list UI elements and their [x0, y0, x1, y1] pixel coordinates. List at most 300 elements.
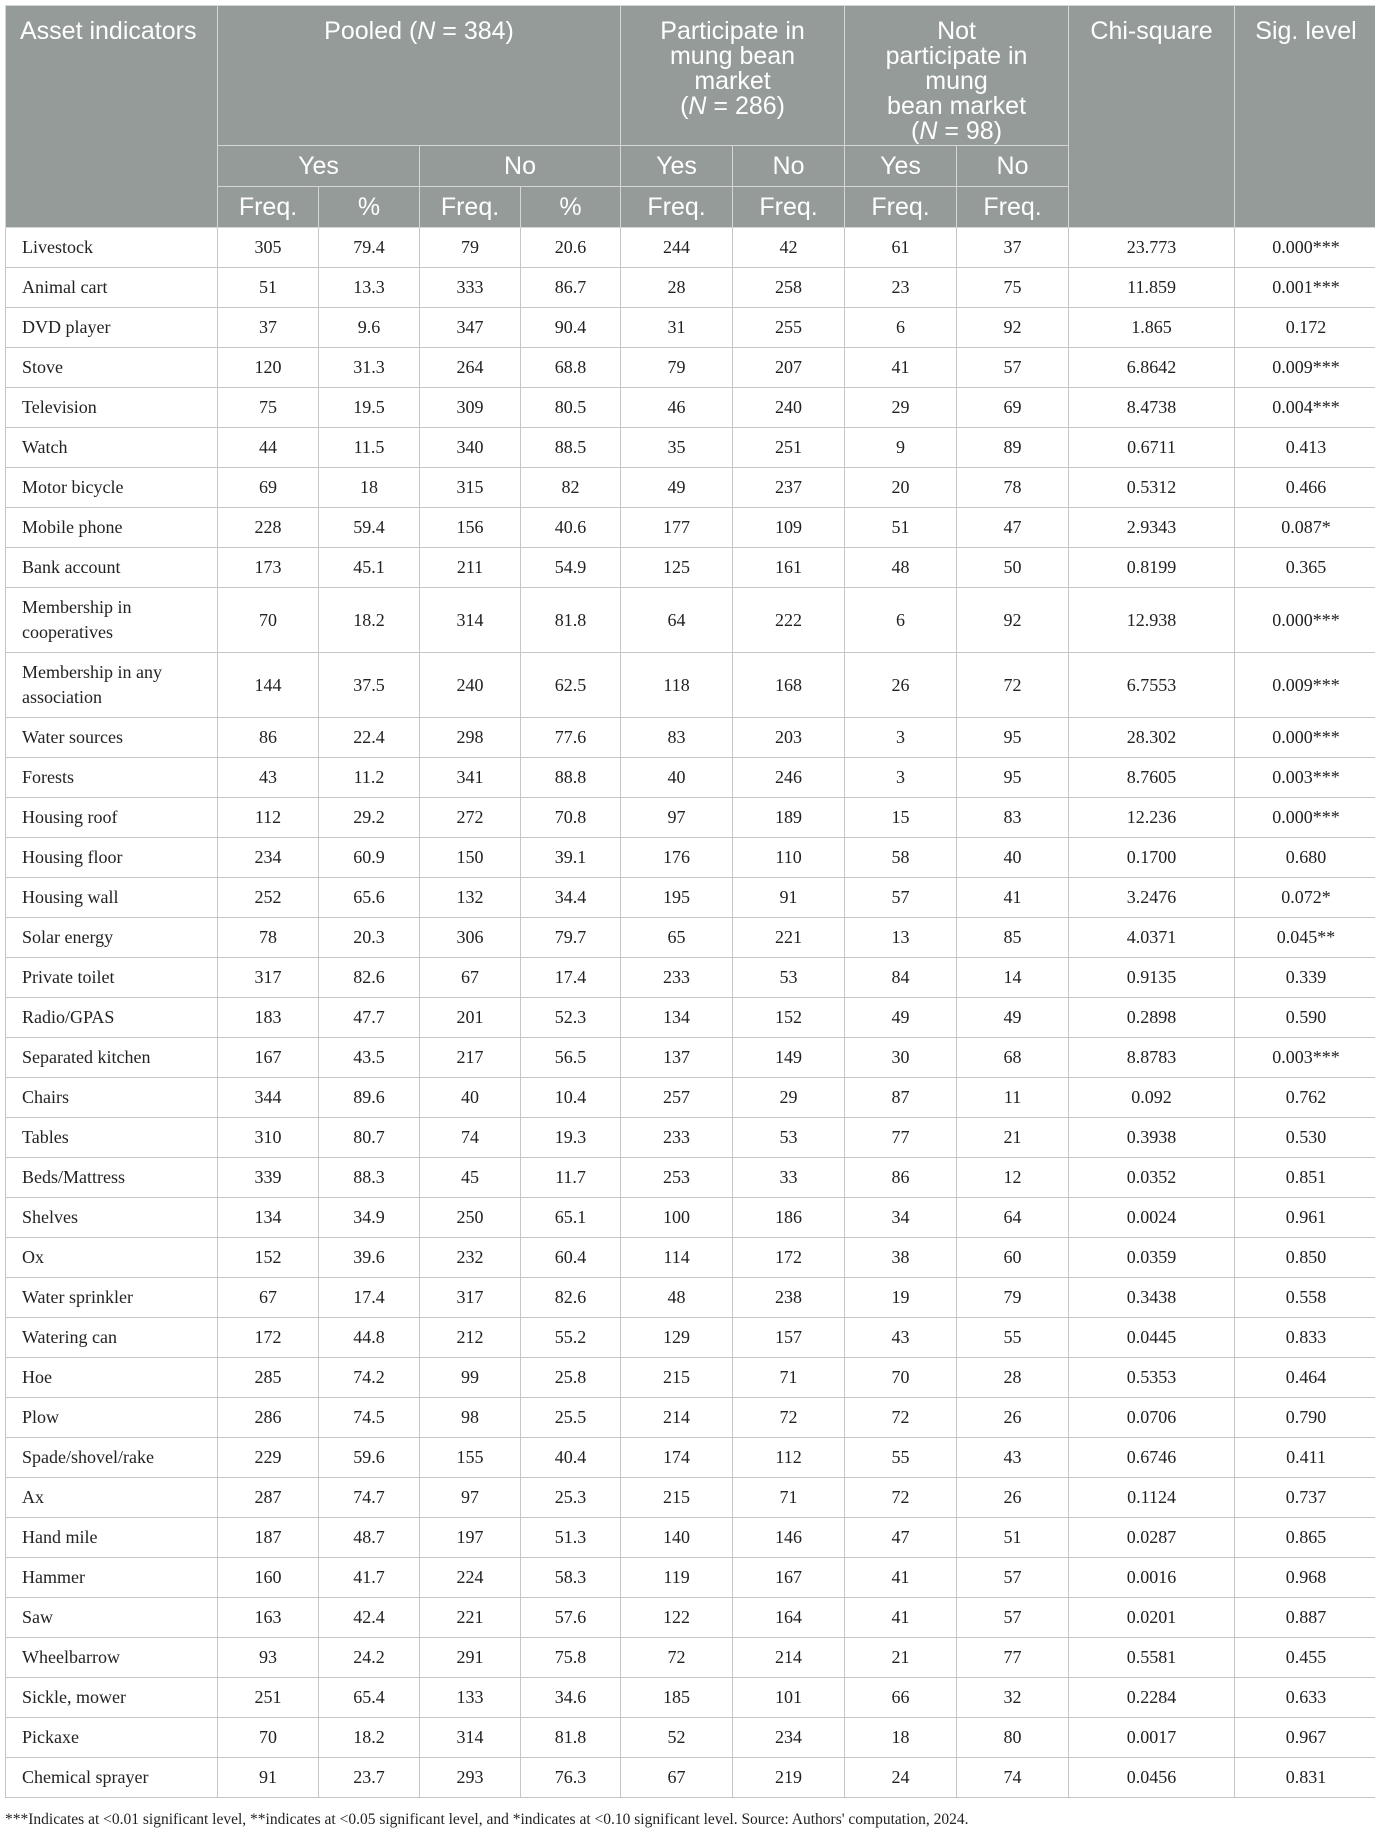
cell-participate-yes-freq: 118	[621, 653, 733, 718]
cell-participate-no-freq: 146	[733, 1518, 845, 1558]
cell-not-participate-yes-freq: 84	[845, 958, 957, 998]
row-label: Hammer	[6, 1558, 218, 1598]
cell-pooled-yes-freq: 134	[218, 1198, 319, 1238]
cell-participate-no-freq: 251	[733, 428, 845, 468]
header-participate-yes: Yes	[621, 146, 733, 187]
row-label: Water sprinkler	[6, 1278, 218, 1318]
cell-pooled-no-freq: 201	[420, 998, 521, 1038]
cell-pooled-no-freq: 97	[420, 1478, 521, 1518]
cell-participate-yes-freq: 122	[621, 1598, 733, 1638]
cell-pooled-no-pct: 56.5	[521, 1038, 621, 1078]
cell-not-participate-no-freq: 95	[957, 718, 1069, 758]
cell-pooled-yes-pct: 82.6	[319, 958, 420, 998]
cell-pooled-no-freq: 250	[420, 1198, 521, 1238]
cell-pooled-yes-pct: 65.6	[319, 878, 420, 918]
cell-participate-yes-freq: 35	[621, 428, 733, 468]
cell-chi-square: 0.0456	[1069, 1758, 1235, 1798]
cell-sig-level: 0.887	[1235, 1598, 1375, 1638]
cell-pooled-yes-freq: 173	[218, 548, 319, 588]
cell-pooled-yes-pct: 29.2	[319, 798, 420, 838]
table-row	[6, 1398, 1375, 1438]
cell-pooled-yes-pct: 59.6	[319, 1438, 420, 1478]
cell-pooled-yes-pct: 20.3	[319, 918, 420, 958]
table-row	[6, 958, 1375, 998]
cell-pooled-no-freq: 333	[420, 268, 521, 308]
cell-participate-yes-freq: 215	[621, 1478, 733, 1518]
cell-pooled-yes-freq: 317	[218, 958, 319, 998]
table-header	[6, 6, 1375, 228]
cell-chi-square: 0.0359	[1069, 1238, 1235, 1278]
cell-pooled-yes-freq: 234	[218, 838, 319, 878]
cell-chi-square: 0.0352	[1069, 1158, 1235, 1198]
cell-sig-level: 0.968	[1235, 1558, 1375, 1598]
cell-not-participate-yes-freq: 13	[845, 918, 957, 958]
cell-pooled-no-freq: 232	[420, 1238, 521, 1278]
cell-not-participate-no-freq: 26	[957, 1398, 1069, 1438]
table-row	[6, 758, 1375, 798]
cell-pooled-no-freq: 291	[420, 1638, 521, 1678]
cell-chi-square: 0.0201	[1069, 1598, 1235, 1638]
cell-participate-yes-freq: 137	[621, 1038, 733, 1078]
table-row	[6, 998, 1375, 1038]
table-row	[6, 1758, 1375, 1798]
cell-not-participate-yes-freq: 57	[845, 878, 957, 918]
cell-sig-level: 0.009***	[1235, 348, 1375, 388]
row-label: Chemical sprayer	[6, 1758, 218, 1798]
table-row	[6, 1318, 1375, 1358]
cell-participate-no-freq: 246	[733, 758, 845, 798]
cell-pooled-no-pct: 82	[521, 468, 621, 508]
cell-not-participate-yes-freq: 70	[845, 1358, 957, 1398]
cell-sig-level: 0.003***	[1235, 1038, 1375, 1078]
cell-pooled-no-freq: 67	[420, 958, 521, 998]
header-percent: %	[319, 187, 420, 228]
cell-participate-yes-freq: 233	[621, 1118, 733, 1158]
table-row	[6, 1158, 1375, 1198]
cell-sig-level: 0.850	[1235, 1238, 1375, 1278]
cell-sig-level: 0.633	[1235, 1678, 1375, 1718]
cell-participate-no-freq: 238	[733, 1278, 845, 1318]
cell-not-participate-yes-freq: 49	[845, 998, 957, 1038]
row-label: Bank account	[6, 548, 218, 588]
cell-sig-level: 0.072*	[1235, 878, 1375, 918]
cell-pooled-yes-freq: 91	[218, 1758, 319, 1798]
cell-pooled-no-pct: 82.6	[521, 1278, 621, 1318]
cell-pooled-yes-pct: 31.3	[319, 348, 420, 388]
cell-not-participate-no-freq: 40	[957, 838, 1069, 878]
cell-pooled-no-pct: 34.6	[521, 1678, 621, 1718]
cell-pooled-yes-freq: 70	[218, 588, 319, 653]
table-row	[6, 1558, 1375, 1598]
cell-sig-level: 0.464	[1235, 1358, 1375, 1398]
cell-participate-yes-freq: 72	[621, 1638, 733, 1678]
cell-pooled-yes-pct: 80.7	[319, 1118, 420, 1158]
cell-not-participate-yes-freq: 9	[845, 428, 957, 468]
row-label: Beds/Mattress	[6, 1158, 218, 1198]
cell-not-participate-yes-freq: 3	[845, 758, 957, 798]
cell-pooled-no-freq: 309	[420, 388, 521, 428]
cell-pooled-yes-pct: 60.9	[319, 838, 420, 878]
cell-not-participate-no-freq: 57	[957, 1598, 1069, 1638]
table-row	[6, 1238, 1375, 1278]
cell-participate-no-freq: 161	[733, 548, 845, 588]
cell-chi-square: 0.0016	[1069, 1558, 1235, 1598]
header-not-participate: Not participate in mung bean market (N = 98)	[845, 6, 1069, 146]
cell-pooled-yes-pct: 79.4	[319, 228, 420, 268]
cell-sig-level: 0.339	[1235, 958, 1375, 998]
cell-chi-square: 0.5312	[1069, 468, 1235, 508]
cell-sig-level: 0.003***	[1235, 758, 1375, 798]
cell-not-participate-yes-freq: 41	[845, 348, 957, 388]
table-row	[6, 348, 1375, 388]
table-row	[6, 1038, 1375, 1078]
cell-participate-yes-freq: 97	[621, 798, 733, 838]
cell-sig-level: 0.000***	[1235, 718, 1375, 758]
cell-sig-level: 0.530	[1235, 1118, 1375, 1158]
cell-pooled-yes-pct: 65.4	[319, 1678, 420, 1718]
cell-not-participate-no-freq: 64	[957, 1198, 1069, 1238]
table-row	[6, 228, 1375, 268]
row-label: Watch	[6, 428, 218, 468]
cell-participate-yes-freq: 134	[621, 998, 733, 1038]
cell-participate-no-freq: 222	[733, 588, 845, 653]
cell-chi-square: 8.8783	[1069, 1038, 1235, 1078]
cell-pooled-yes-freq: 93	[218, 1638, 319, 1678]
row-label: Tables	[6, 1118, 218, 1158]
row-label: Wheelbarrow	[6, 1638, 218, 1678]
table-row	[6, 588, 1375, 653]
row-label: Chairs	[6, 1078, 218, 1118]
cell-sig-level: 0.762	[1235, 1078, 1375, 1118]
cell-participate-no-freq: 110	[733, 838, 845, 878]
cell-pooled-no-pct: 55.2	[521, 1318, 621, 1358]
header-participate-no: No	[733, 146, 845, 187]
cell-chi-square: 0.2898	[1069, 998, 1235, 1038]
cell-pooled-no-pct: 68.8	[521, 348, 621, 388]
cell-pooled-yes-pct: 74.5	[319, 1398, 420, 1438]
cell-participate-yes-freq: 31	[621, 308, 733, 348]
row-label: Solar energy	[6, 918, 218, 958]
cell-pooled-yes-freq: 183	[218, 998, 319, 1038]
cell-pooled-yes-freq: 285	[218, 1358, 319, 1398]
cell-pooled-no-freq: 224	[420, 1558, 521, 1598]
cell-participate-yes-freq: 125	[621, 548, 733, 588]
cell-chi-square: 0.1700	[1069, 838, 1235, 878]
cell-pooled-no-freq: 264	[420, 348, 521, 388]
cell-participate-no-freq: 234	[733, 1718, 845, 1758]
cell-chi-square: 11.859	[1069, 268, 1235, 308]
cell-pooled-no-pct: 19.3	[521, 1118, 621, 1158]
row-label: Animal cart	[6, 268, 218, 308]
cell-chi-square: 8.4738	[1069, 388, 1235, 428]
cell-chi-square: 1.865	[1069, 308, 1235, 348]
cell-not-participate-yes-freq: 47	[845, 1518, 957, 1558]
asset-table-container	[5, 5, 1375, 1798]
cell-chi-square: 0.3438	[1069, 1278, 1235, 1318]
cell-not-participate-yes-freq: 38	[845, 1238, 957, 1278]
cell-pooled-no-pct: 11.7	[521, 1158, 621, 1198]
row-label: Housing roof	[6, 798, 218, 838]
cell-sig-level: 0.411	[1235, 1438, 1375, 1478]
cell-sig-level: 0.455	[1235, 1638, 1375, 1678]
cell-sig-level: 0.009***	[1235, 653, 1375, 718]
cell-pooled-no-freq: 133	[420, 1678, 521, 1718]
cell-sig-level: 0.045**	[1235, 918, 1375, 958]
table-row	[6, 1518, 1375, 1558]
cell-pooled-yes-pct: 18	[319, 468, 420, 508]
cell-not-participate-no-freq: 85	[957, 918, 1069, 958]
cell-chi-square: 12.938	[1069, 588, 1235, 653]
cell-sig-level: 0.172	[1235, 308, 1375, 348]
cell-pooled-yes-freq: 228	[218, 508, 319, 548]
row-label: Membership in any association	[6, 653, 218, 718]
cell-participate-no-freq: 172	[733, 1238, 845, 1278]
row-label: Private toilet	[6, 958, 218, 998]
cell-pooled-no-pct: 60.4	[521, 1238, 621, 1278]
row-label: Plow	[6, 1398, 218, 1438]
cell-pooled-yes-pct: 18.2	[319, 1718, 420, 1758]
cell-chi-square: 0.5581	[1069, 1638, 1235, 1678]
cell-not-participate-no-freq: 21	[957, 1118, 1069, 1158]
cell-pooled-no-pct: 62.5	[521, 653, 621, 718]
table-row	[6, 468, 1375, 508]
cell-sig-level: 0.865	[1235, 1518, 1375, 1558]
cell-not-participate-no-freq: 68	[957, 1038, 1069, 1078]
cell-pooled-no-freq: 314	[420, 1718, 521, 1758]
cell-chi-square: 0.092	[1069, 1078, 1235, 1118]
cell-not-participate-no-freq: 51	[957, 1518, 1069, 1558]
cell-chi-square: 0.1124	[1069, 1478, 1235, 1518]
cell-pooled-no-pct: 25.3	[521, 1478, 621, 1518]
cell-pooled-yes-freq: 167	[218, 1038, 319, 1078]
header-pooled-no: No	[420, 146, 621, 187]
cell-pooled-yes-freq: 120	[218, 348, 319, 388]
table-row	[6, 1478, 1375, 1518]
row-label: Ax	[6, 1478, 218, 1518]
cell-pooled-no-pct: 54.9	[521, 548, 621, 588]
cell-sig-level: 0.001***	[1235, 268, 1375, 308]
cell-pooled-no-pct: 79.7	[521, 918, 621, 958]
cell-not-participate-no-freq: 60	[957, 1238, 1069, 1278]
cell-pooled-no-pct: 76.3	[521, 1758, 621, 1798]
header-chi-square: Chi-square	[1069, 6, 1235, 228]
cell-not-participate-yes-freq: 72	[845, 1478, 957, 1518]
cell-chi-square: 0.8199	[1069, 548, 1235, 588]
cell-sig-level: 0.790	[1235, 1398, 1375, 1438]
cell-pooled-yes-freq: 344	[218, 1078, 319, 1118]
cell-participate-yes-freq: 28	[621, 268, 733, 308]
cell-pooled-yes-pct: 9.6	[319, 308, 420, 348]
cell-not-participate-no-freq: 77	[957, 1638, 1069, 1678]
cell-not-participate-no-freq: 26	[957, 1478, 1069, 1518]
cell-not-participate-yes-freq: 86	[845, 1158, 957, 1198]
cell-pooled-yes-freq: 37	[218, 308, 319, 348]
cell-pooled-yes-pct: 24.2	[319, 1638, 420, 1678]
row-label: Shelves	[6, 1198, 218, 1238]
cell-pooled-no-pct: 88.8	[521, 758, 621, 798]
cell-participate-no-freq: 42	[733, 228, 845, 268]
cell-pooled-no-pct: 25.8	[521, 1358, 621, 1398]
cell-participate-no-freq: 167	[733, 1558, 845, 1598]
cell-pooled-yes-freq: 252	[218, 878, 319, 918]
table-footnote: ***Indicates at <0.01 significant level, **indicates at <0.05 significant level, and *indicates at <0.10 significant level. Source: Authors' computation, 2024.	[5, 1811, 969, 1828]
cell-not-participate-yes-freq: 20	[845, 468, 957, 508]
table-row	[6, 1598, 1375, 1638]
cell-not-participate-no-freq: 41	[957, 878, 1069, 918]
cell-pooled-no-pct: 52.3	[521, 998, 621, 1038]
table-row	[6, 268, 1375, 308]
cell-pooled-yes-pct: 47.7	[319, 998, 420, 1038]
table-row	[6, 918, 1375, 958]
cell-participate-no-freq: 157	[733, 1318, 845, 1358]
cell-participate-no-freq: 186	[733, 1198, 845, 1238]
header-freq: Freq.	[621, 187, 733, 228]
cell-pooled-no-freq: 155	[420, 1438, 521, 1478]
header-not-participate-no: No	[957, 146, 1069, 187]
cell-participate-yes-freq: 65	[621, 918, 733, 958]
row-label: Pickaxe	[6, 1718, 218, 1758]
cell-chi-square: 0.9135	[1069, 958, 1235, 998]
cell-participate-yes-freq: 83	[621, 718, 733, 758]
row-label: Membership in cooperatives	[6, 588, 218, 653]
cell-participate-no-freq: 203	[733, 718, 845, 758]
row-label: Mobile phone	[6, 508, 218, 548]
cell-participate-no-freq: 168	[733, 653, 845, 718]
cell-chi-square: 0.0445	[1069, 1318, 1235, 1358]
cell-not-participate-yes-freq: 15	[845, 798, 957, 838]
header-freq: Freq.	[845, 187, 957, 228]
cell-not-participate-yes-freq: 6	[845, 308, 957, 348]
row-label: Motor bicycle	[6, 468, 218, 508]
cell-pooled-no-freq: 79	[420, 228, 521, 268]
table-row	[6, 1198, 1375, 1238]
cell-participate-yes-freq: 176	[621, 838, 733, 878]
cell-not-participate-yes-freq: 61	[845, 228, 957, 268]
cell-pooled-yes-freq: 286	[218, 1398, 319, 1438]
cell-not-participate-no-freq: 80	[957, 1718, 1069, 1758]
cell-participate-no-freq: 33	[733, 1158, 845, 1198]
cell-pooled-no-freq: 99	[420, 1358, 521, 1398]
cell-pooled-yes-pct: 37.5	[319, 653, 420, 718]
cell-chi-square: 28.302	[1069, 718, 1235, 758]
cell-pooled-yes-freq: 187	[218, 1518, 319, 1558]
table-row	[6, 1278, 1375, 1318]
cell-participate-no-freq: 258	[733, 268, 845, 308]
cell-not-participate-yes-freq: 19	[845, 1278, 957, 1318]
cell-pooled-no-pct: 34.4	[521, 878, 621, 918]
table-row	[6, 798, 1375, 838]
cell-pooled-no-freq: 211	[420, 548, 521, 588]
cell-pooled-no-freq: 150	[420, 838, 521, 878]
cell-sig-level: 0.851	[1235, 1158, 1375, 1198]
cell-participate-no-freq: 152	[733, 998, 845, 1038]
cell-not-participate-yes-freq: 26	[845, 653, 957, 718]
cell-pooled-yes-freq: 69	[218, 468, 319, 508]
cell-pooled-no-freq: 314	[420, 588, 521, 653]
table-row	[6, 653, 1375, 718]
cell-participate-no-freq: 164	[733, 1598, 845, 1638]
cell-not-participate-yes-freq: 87	[845, 1078, 957, 1118]
row-label: Watering can	[6, 1318, 218, 1358]
cell-not-participate-no-freq: 12	[957, 1158, 1069, 1198]
cell-not-participate-yes-freq: 58	[845, 838, 957, 878]
cell-sig-level: 0.967	[1235, 1718, 1375, 1758]
cell-sig-level: 0.833	[1235, 1318, 1375, 1358]
header-pooled: Pooled (N = 384)	[218, 6, 621, 146]
table-row	[6, 428, 1375, 468]
table-row	[6, 838, 1375, 878]
cell-chi-square: 3.2476	[1069, 878, 1235, 918]
cell-participate-yes-freq: 233	[621, 958, 733, 998]
cell-participate-yes-freq: 174	[621, 1438, 733, 1478]
cell-participate-no-freq: 29	[733, 1078, 845, 1118]
cell-participate-no-freq: 214	[733, 1638, 845, 1678]
row-label: Spade/shovel/rake	[6, 1438, 218, 1478]
cell-pooled-yes-pct: 23.7	[319, 1758, 420, 1798]
cell-pooled-yes-freq: 44	[218, 428, 319, 468]
cell-not-participate-no-freq: 72	[957, 653, 1069, 718]
cell-pooled-yes-pct: 22.4	[319, 718, 420, 758]
header-asset-indicators: Asset indicators	[6, 6, 218, 228]
row-label: Hoe	[6, 1358, 218, 1398]
cell-pooled-no-freq: 217	[420, 1038, 521, 1078]
cell-pooled-no-freq: 98	[420, 1398, 521, 1438]
cell-pooled-yes-pct: 19.5	[319, 388, 420, 428]
table-row	[6, 1358, 1375, 1398]
cell-pooled-yes-freq: 70	[218, 1718, 319, 1758]
header-freq: Freq.	[957, 187, 1069, 228]
table-row	[6, 1678, 1375, 1718]
cell-not-participate-yes-freq: 30	[845, 1038, 957, 1078]
cell-sig-level: 0.961	[1235, 1198, 1375, 1238]
cell-pooled-no-freq: 45	[420, 1158, 521, 1198]
cell-sig-level: 0.737	[1235, 1478, 1375, 1518]
cell-sig-level: 0.000***	[1235, 228, 1375, 268]
cell-not-participate-no-freq: 69	[957, 388, 1069, 428]
cell-pooled-yes-pct: 43.5	[319, 1038, 420, 1078]
cell-pooled-yes-pct: 59.4	[319, 508, 420, 548]
cell-pooled-yes-freq: 67	[218, 1278, 319, 1318]
cell-pooled-no-pct: 40.6	[521, 508, 621, 548]
cell-chi-square: 0.5353	[1069, 1358, 1235, 1398]
cell-participate-no-freq: 219	[733, 1758, 845, 1798]
row-label: Water sources	[6, 718, 218, 758]
cell-pooled-no-pct: 80.5	[521, 388, 621, 428]
header-freq: Freq.	[420, 187, 521, 228]
cell-not-participate-no-freq: 37	[957, 228, 1069, 268]
cell-pooled-yes-pct: 48.7	[319, 1518, 420, 1558]
row-label: Livestock	[6, 228, 218, 268]
cell-not-participate-yes-freq: 41	[845, 1598, 957, 1638]
cell-sig-level: 0.680	[1235, 838, 1375, 878]
cell-not-participate-yes-freq: 72	[845, 1398, 957, 1438]
cell-sig-level: 0.000***	[1235, 588, 1375, 653]
cell-not-participate-yes-freq: 6	[845, 588, 957, 653]
cell-pooled-no-freq: 221	[420, 1598, 521, 1638]
cell-not-participate-no-freq: 49	[957, 998, 1069, 1038]
cell-chi-square: 0.6746	[1069, 1438, 1235, 1478]
cell-chi-square: 0.0024	[1069, 1198, 1235, 1238]
header-freq: Freq.	[733, 187, 845, 228]
cell-pooled-no-pct: 86.7	[521, 268, 621, 308]
cell-participate-yes-freq: 114	[621, 1238, 733, 1278]
asset-indicators-table	[5, 5, 1375, 1798]
cell-pooled-yes-freq: 172	[218, 1318, 319, 1358]
cell-not-participate-yes-freq: 66	[845, 1678, 957, 1718]
cell-pooled-no-freq: 197	[420, 1518, 521, 1558]
cell-participate-no-freq: 149	[733, 1038, 845, 1078]
cell-pooled-yes-freq: 305	[218, 228, 319, 268]
